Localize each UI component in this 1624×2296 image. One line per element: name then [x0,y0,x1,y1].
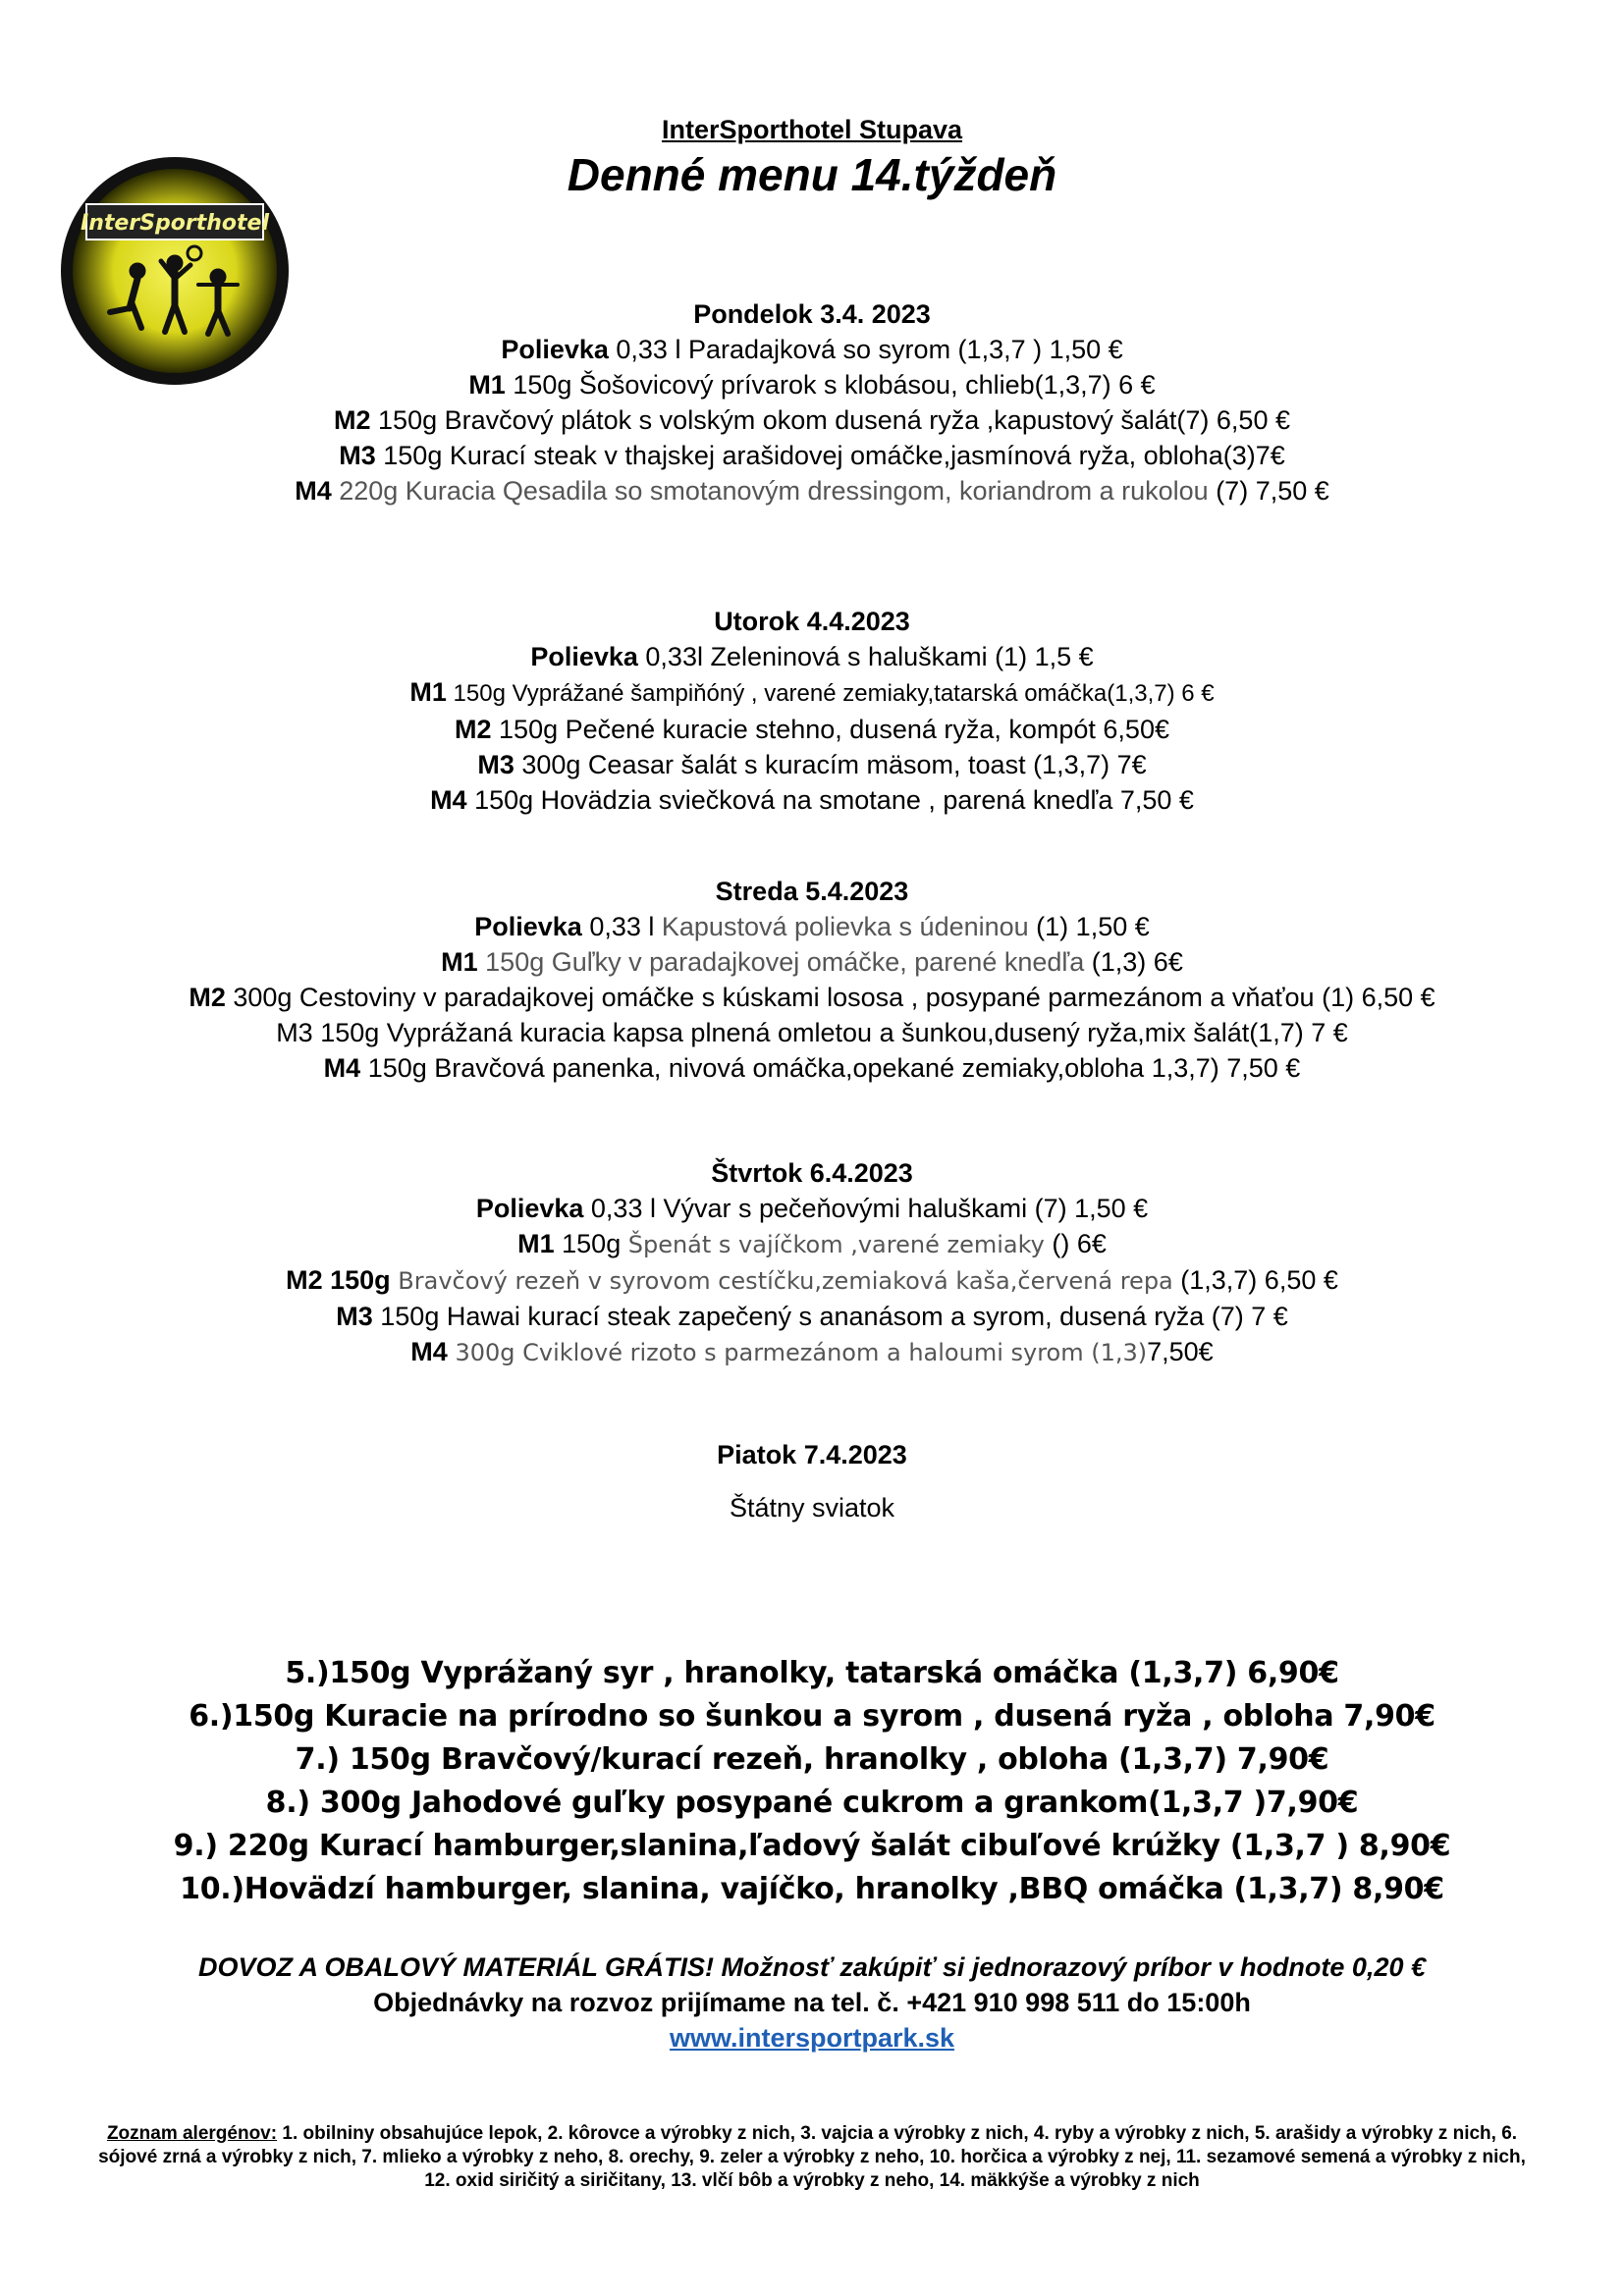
allergens-list [88,2122,1536,2193]
menu-item-m4: M4 220g Kuracia Qesadila so smotanovým dressingom, koriandrom a rukolou (7) 7,50 € [295,476,1329,506]
menu-item-m3: M3 150g Hawai kurací steak zapečený s ananásom a syrom, dusená ryža (7) 7 € [336,1302,1288,1331]
special-item: 10.)Hovädzí hamburger, slanina, vajíčko, hranolky ,BBQ omáčka (1,3,7) 8,90€ [180,1872,1444,1906]
day-title: Streda 5.4.2023 [715,877,909,906]
menu-item-m4: M4 150g Bravčová panenka, nivová omáčka,opekané zemiaky,obloha 1,3,7) 7,50 € [323,1053,1301,1083]
menu-item-m2: M2 300g Cestoviny v paradajkovej omáčke s kúskami lososa , posypané parmezánom a vňaťou (1) 6,50 € [189,983,1435,1012]
day-thursday [0,1155,1624,1370]
special-item: 9.) 220g Kurací hamburger,slanina,ľadový šalát cibuľové krúžky (1,3,7 ) 8,90€ [173,1829,1451,1863]
menu-item-m2: M2 150g Pečené kuracie stehno, dusená ryža, kompót 6,50€ [455,715,1169,744]
allergens-text: 1. obilniny obsahujúce lepok, 2. kôrovce a výrobky z nich, 3. vajcia a výrobky z nich, 4. ryby a výrobky z nich, 5. arašidy a výrobky z nich, 6. sójové zrná a výrobky z nich, 7. mlieko a výrobky z neho, 8. orechy, 9. zeler a výrobky z neho, 10. horčica a výrobky z nej, 11. sezamové semená a výrobky z nich, 12. oxid siričitý a siričitany, 13. vlčí bôb a výrobky z neho, 14. mäkkýše a výrobky z nich [98,2123,1526,2191]
menu-header [0,112,1624,202]
menu-item-m3: M3 300g Ceasar šalát s kuracím mäsom, toast (1,3,7) 7€ [477,750,1147,779]
day-title: Pondelok 3.4. 2023 [693,299,931,329]
menu-item-soup: Polievka 0,33l Zeleninová s haluškami (1) 1,5 € [530,642,1094,671]
holiday-note: Štátny sviatok [729,1493,895,1522]
special-item: 7.) 150g Bravčový/kurací rezeň, hranolky , obloha (1,3,7) 7,90€ [295,1742,1329,1777]
menu-item-soup: Polievka 0,33 l Vývar s pečeňovými haluškami (7) 1,50 € [475,1194,1149,1223]
delivery-notice: DOVOZ A OBALOVÝ MATERIÁL GRÁTIS! Možnosť zakúpiť si jednorazový príbor v hodnote 0,20 € [198,1952,1426,1982]
day-tuesday [0,604,1624,818]
day-monday [0,296,1624,508]
specials-list [0,1652,1624,1911]
logo-text: InterSporthotel [81,211,269,236]
day-title: Utorok 4.4.2023 [714,607,910,636]
menu-item-m3: M3 150g Kurací steak v thajskej arašidovej omáčke,jasmínová ryža, obloha(3)7€ [339,441,1285,470]
allergens-label: Zoznam alergénov: [106,2123,278,2144]
day-title: Piatok 7.4.2023 [717,1440,907,1469]
menu-item-m3: M3 150g Vyprážaná kuracia kapsa plnená omletou a šunkou,dusený ryža,mix šalát(1,7) 7 € [276,1018,1348,1047]
menu-item-m1: M1 150g Vyprážané šampiňóný , varené zemiaky,tatarská omáčka(1,3,7) 6 € [409,677,1215,707]
orders-contact: Objednávky na rozvoz prijímame na tel. č. +421 910 998 511 do 15:00h [373,1988,1251,2017]
menu-title: Denné menu 14.týždeň [567,149,1057,200]
special-item: 8.) 300g Jahodové guľky posypané cukrom a grankom(1,3,7 )7,90€ [265,1786,1359,1820]
day-wednesday [0,874,1624,1086]
menu-item-m2: M2 150g Bravčový rezeň v syrovom cestíčku,zemiaková kaša,červená repa (1,3,7) 6,50 € [286,1265,1338,1295]
menu-item-m1: M1 150g Guľky v paradajkovej omáčke, parené knedľa (1,3) 6€ [441,947,1183,977]
menu-item-m1: M1 150g Špenát s vajíčkom ,varené zemiaky () 6€ [517,1229,1107,1258]
menu-item-soup: Polievka 0,33 l Paradajková so syrom (1,3,7 ) 1,50 € [501,335,1123,364]
day-title: Štvrtok 6.4.2023 [711,1158,913,1188]
menu-item-soup: Polievka 0,33 l Kapustová polievka s údeninou (1) 1,50 € [474,912,1150,941]
day-friday [0,1437,1624,1525]
menu-item-m2: M2 150g Bravčový plátok s volským okom dusená ryža ,kapustový šalát(7) 6,50 € [334,405,1290,435]
menu-item-m1: M1 150g Šošovicový prívarok s klobásou, chlieb(1,3,7) 6 € [468,370,1156,400]
footer [0,1949,1624,2056]
menu-item-m4: M4 300g Cviklové rizoto s parmezánom a haloumi syrom (1,3)7,50€ [410,1337,1214,1366]
hotel-name: InterSporthotel Stupava [661,115,963,144]
special-item: 6.)150g Kuracie na prírodno so šunkou a syrom , dusená ryža , obloha 7,90€ [189,1699,1435,1734]
special-item: 5.)150g Vyprážaný syr , hranolky, tatarská omáčka (1,3,7) 6,90€ [285,1656,1339,1690]
website-link[interactable]: www.intersportpark.sk [669,2023,955,2053]
menu-item-m4: M4 150g Hovädzia sviečková na smotane , parená knedľa 7,50 € [430,785,1194,815]
